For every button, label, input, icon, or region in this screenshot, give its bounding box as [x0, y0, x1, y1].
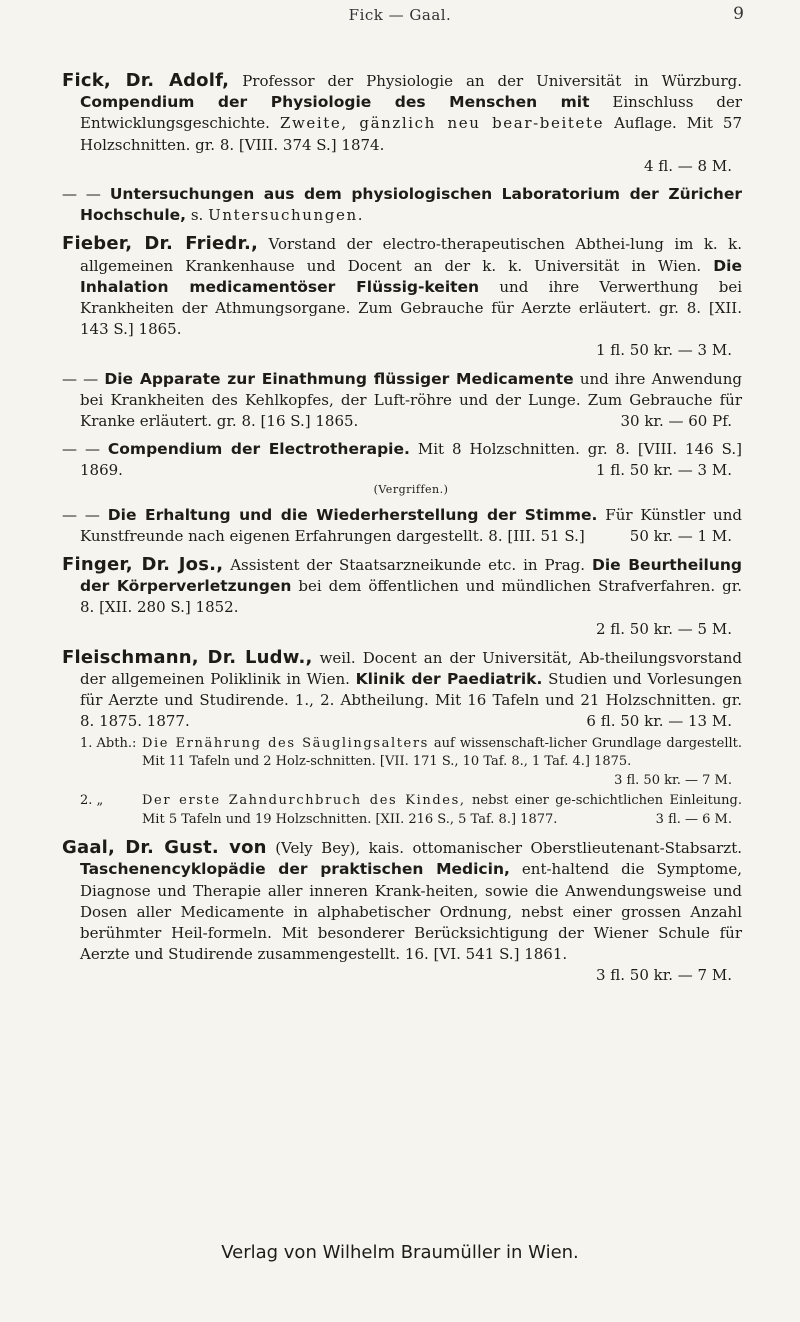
- book-title: Compendium der Physiologie des Menschen mit: [80, 93, 590, 112]
- sub-volume: [80, 735, 742, 791]
- cross-reference: s.: [190, 206, 204, 225]
- catalog-entry-gaal-taschenencyklopaedie: [62, 837, 742, 986]
- book-title: Taschenencyklopädie der praktischen Medicin,: [80, 860, 510, 879]
- sub-volume-details: auf wissenschaft-licher Grundlage dargestellt. Mit 11 Tafeln und 2 Holz-schnitten. [VII. 171 S., 10 Taf. 8., 1 Taf. 4.] 1875.: [142, 735, 742, 770]
- sub-volume-price: 3 fl. 50 kr. — 7 M.: [614, 772, 732, 788]
- price: 1 fl. 50 kr. — 3 M.: [595, 461, 732, 480]
- author-name: Fleischmann, Dr. Ludw.,: [62, 646, 313, 668]
- sub-volume-body: [142, 792, 742, 829]
- book-details: und ihre Verwerthung bei Krankheiten der Athmungsorgane. Zum Gebrauche für Aerzte erläutert. gr. 8. [XII. 143 S.] 1865.: [80, 277, 742, 339]
- sub-volume-body: [142, 735, 742, 791]
- book-title: Die Erhaltung und die Wiederherstellung der Stimme.: [107, 505, 598, 524]
- author-description: Assistent der Staatsarzneikunde etc. in Prag.: [230, 556, 586, 575]
- sub-volume: [80, 792, 742, 829]
- book-title: Klinik der Paediatrik.: [355, 670, 543, 689]
- out-of-print-note: (Vergriffen.): [373, 482, 449, 496]
- book-details: Für Künstler und Kunstfreunde nach eigenen Erfahrungen dargestellt. 8. [III. 51 S.]: [80, 505, 742, 545]
- price: 2 fl. 50 kr. — 5 M.: [595, 619, 732, 638]
- sub-volume-details: nebst einer ge-schichtlichen Einleitung. Mit 5 Tafeln und 19 Holzschnitten. [XII. 216 S., 5 Taf. 8.] 1877.: [142, 793, 742, 827]
- book-details: bei dem öffentlichen und mündlichen Strafverfahren. gr. 8. [XII. 280 S.] 1852.: [80, 577, 743, 617]
- ditto-dash: — —: [62, 369, 99, 388]
- catalog-entry-fieber-inhalation: [62, 233, 742, 361]
- sub-volume-number: 2. „: [80, 793, 104, 809]
- catalog-entry-fick-compendium: [62, 70, 742, 177]
- book-details: Einschluss der Entwicklungsgeschichte.: [80, 93, 742, 133]
- book-details-continued: Auflage. Mit 57 Holzschnitten. gr. 8. [VIII. 374 S.] 1874.: [80, 114, 742, 154]
- author-name: Finger, Dr. Jos.,: [62, 554, 224, 576]
- author-name: Gaal, Dr. Gust. von: [62, 837, 267, 859]
- catalog-entry-fleischmann-paediatrik: [62, 647, 742, 733]
- author-description: Vorstand der electro-therapeutischen Abthei-lung im k. k. allgemeinen Krankenhause und Docent an der k. k. Universität in Wien.: [80, 235, 742, 275]
- catalog-entry-fieber-apparate: [62, 369, 742, 433]
- author-description: (Vely Bey), kais. ottomanischer Oberstlieutenant-Stabsarzt.: [275, 839, 742, 858]
- book-details: ent-haltend die Symptome, Diagnose und Therapie aller inneren Krank-heiten, sowie die Anwendungsweise und Dosen aller Medicamente in alphabetischer Ordnung, nebst einer grossen Anzahl berühmter Heil-formeln. Mit besonderer Berücksichtigung der Wiener Schule für Aerzte und Studirende zusammengestellt. 16. [VI. 541 S.] 1861.: [80, 860, 742, 964]
- book-details: Studien und Vorlesungen für Aerzte und Studirende. 1., 2. Abtheilung. Mit 16 Tafeln und 21 Holzschnitten. gr. 8. 1875. 1877.: [80, 670, 742, 731]
- catalog-entry-fieber-stimme: [62, 505, 742, 547]
- catalog-entry-finger-beurtheilung: [62, 554, 742, 640]
- ditto-dash: — —: [62, 505, 100, 524]
- cross-reference-target: Untersuchungen.: [208, 206, 365, 225]
- book-title: Untersuchungen aus dem physiologischen Laboratorium der Züricher Hochschule,: [80, 185, 742, 225]
- page-number: 9: [733, 4, 744, 24]
- sub-volume-title: Der erste Zahndurchbruch des Kindes,: [142, 793, 466, 809]
- price: 30 kr. — 60 Pf.: [620, 412, 732, 431]
- book-title: Die Beurtheilung der Körperverletzungen: [80, 556, 742, 596]
- price: 1 fl. 50 kr. — 3 M.: [595, 341, 732, 360]
- author-description: weil. Docent an der Universität, Ab-theilungsvorstand der allgemeinen Poliklinik in Wien.: [80, 648, 742, 689]
- price: 50 kr. — 1 M.: [629, 526, 732, 545]
- book-title: Compendium der Electrotherapie.: [107, 440, 410, 459]
- sub-volume-price: 3 fl. — 6 M.: [655, 811, 732, 827]
- book-title: Die Apparate zur Einathmung flüssiger Medicamente: [104, 369, 574, 388]
- catalog-entry-fieber-electrotherapie: [62, 439, 742, 497]
- price: 3 fl. 50 kr. — 7 M.: [595, 966, 732, 985]
- ditto-dash: — —: [62, 440, 100, 459]
- price: 6 fl. 50 kr. — 13 M.: [586, 712, 732, 731]
- ditto-dash: — —: [62, 185, 101, 204]
- book-details: und ihre Anwendung bei Krankheiten des Kehlkopfes, der Luft-röhre und der Lunge. Zum Gebrauche für Kranke erläutert. gr. 8. [16 S.] 1865.: [80, 369, 742, 431]
- author-description: Professor der Physiologie an der Universität in Würzburg.: [242, 72, 742, 90]
- catalog-entry-fick-untersuchungen: [62, 184, 742, 226]
- running-head: Fick — Gaal.: [348, 6, 452, 24]
- sub-volume-number: 1. Abth.:: [80, 735, 137, 751]
- book-details: Mit 8 Holzschnitten. gr. 8. [VIII. 146 S.] 1869.: [80, 440, 742, 480]
- edition-spaced: Zweite, gänzlich neu bear-beitete: [279, 114, 605, 133]
- publisher-footer: Verlag von Wilhelm Braumüller in Wien.: [221, 1242, 579, 1263]
- author-name: Fick, Dr. Adolf,: [62, 70, 230, 91]
- price: 4 fl. — 8 M.: [643, 156, 732, 175]
- catalog-entries: [62, 70, 742, 994]
- author-name: Fieber, Dr. Friedr.,: [62, 233, 259, 255]
- book-title: Die Inhalation medicamentöser Flüssig-keiten: [80, 256, 742, 296]
- sub-volumes: [80, 735, 742, 830]
- sub-volume-title: Die Ernährung des Säuglingsalters: [142, 735, 429, 751]
